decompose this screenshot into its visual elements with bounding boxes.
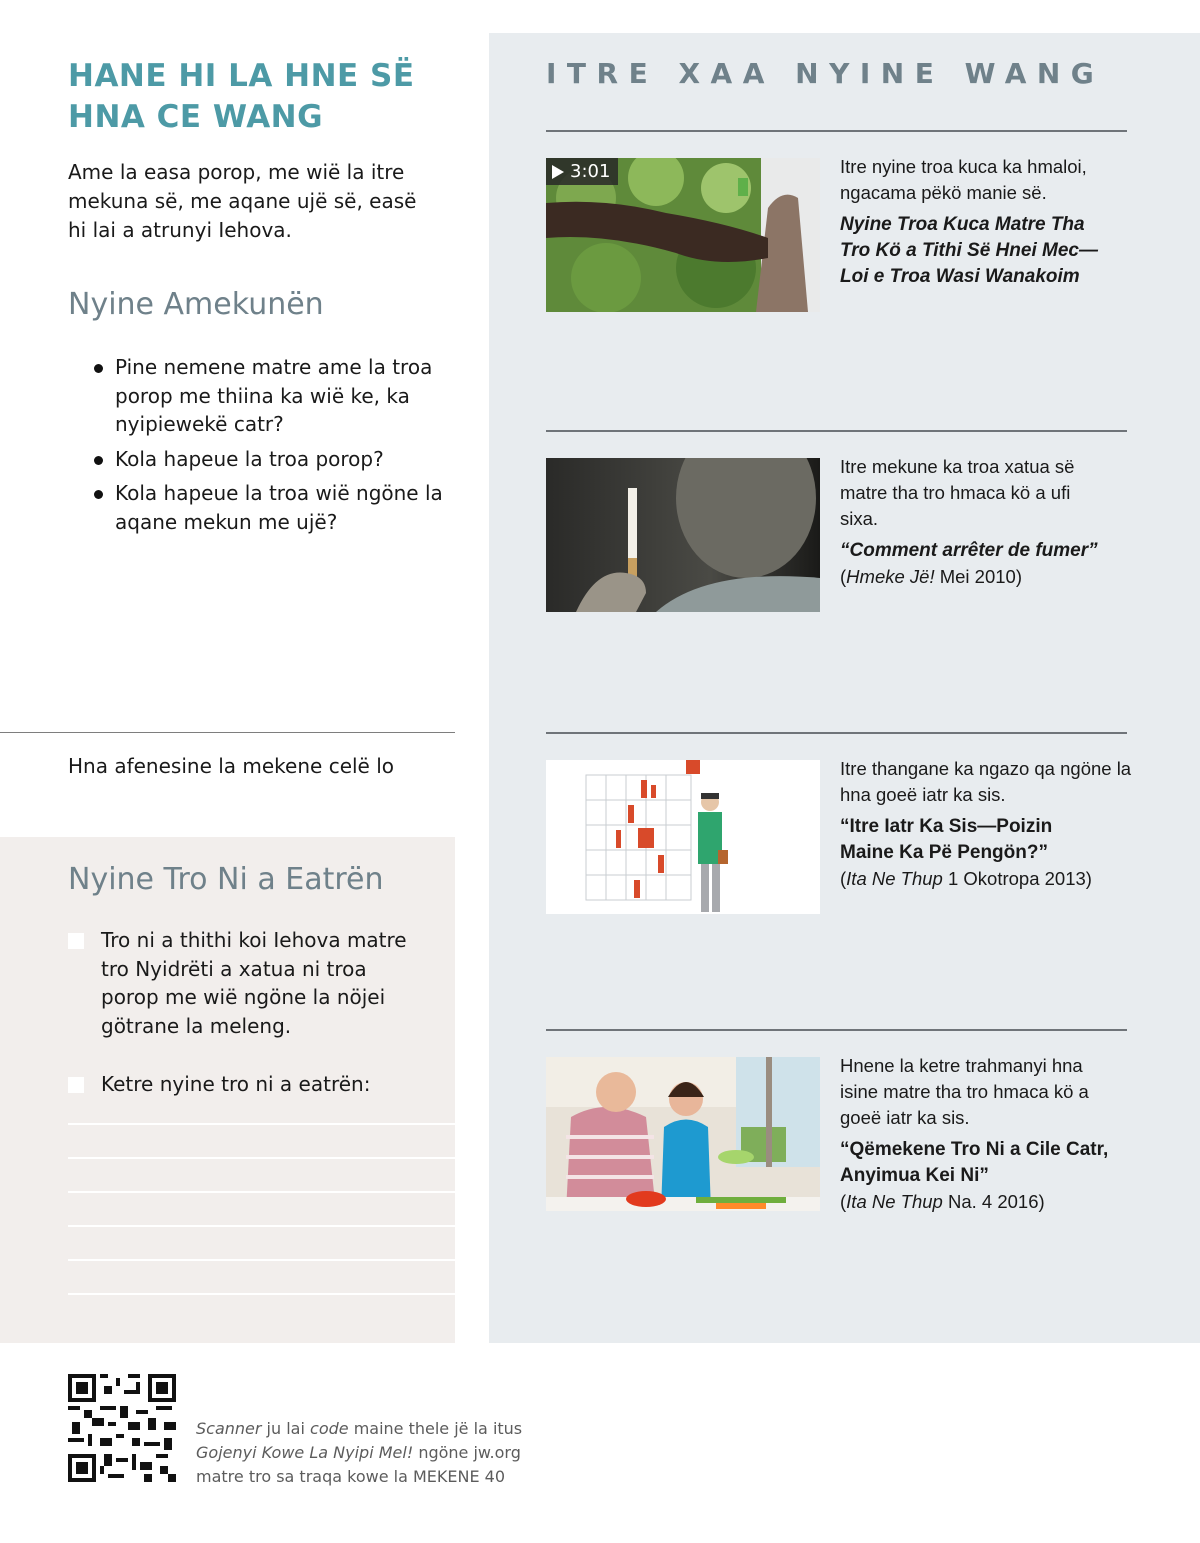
reading-title-link[interactable]: “Qëmekene Tro Ni a Cile Catr, Anyimua Kei Ni” bbox=[840, 1139, 1109, 1186]
write-line[interactable] bbox=[68, 1225, 455, 1227]
review-question: Pine nemene matre ame la troa porop me thiina ka wië ke, ka nyipiewekë catr? bbox=[92, 353, 452, 439]
review-question: Kola hapeue la troa porop? bbox=[92, 445, 452, 474]
write-line[interactable] bbox=[68, 1157, 455, 1159]
cigarette-photo bbox=[546, 458, 820, 612]
goals-heading: Nyine Tro Ni a Eatrën bbox=[68, 862, 384, 897]
reading-item: Itre thangane ka ngazo qa ngöne la hna goeë iatr ka sis. “Itre Iatr Ka Sis—Poizin Maine Ka Pë Pengön?” (Ita Ne Thup 1 Okotropa 2013) bbox=[840, 756, 1140, 892]
library-illustration bbox=[546, 760, 820, 914]
item-divider bbox=[546, 430, 1127, 432]
goal-item: Tro ni a thithi koi Iehova matre tro Nyidrëti a xatua ni troa porop me wië ngöne la nöjei götrane la meleng. bbox=[68, 926, 428, 1040]
video-duration-badge: 3:01 bbox=[546, 158, 618, 185]
reading-source: (Hmeke Jë! Mei 2010) bbox=[840, 566, 1022, 587]
checkbox[interactable] bbox=[68, 1077, 84, 1093]
review-question: Kola hapeue la troa wië ngöne la aqane mekun me ujë? bbox=[92, 479, 452, 536]
reading-title-link[interactable]: Nyine Troa Kuca Matre Tha Tro Kö a Tithi Së Hnei Mec—Loi e Troa Wasi Wanakoim bbox=[840, 214, 1098, 287]
kitchen-couple-photo bbox=[546, 1057, 820, 1211]
item-divider bbox=[546, 130, 1127, 132]
bullet-icon bbox=[94, 456, 103, 465]
review-questions bbox=[92, 353, 452, 542]
footer-instructions: Scanner ju lai code maine thele jë la itus Gojenyi Kowe La Nyipi Mel! ngöne jw.org matre tro sa traqa kowe la MEKENE 40 bbox=[196, 1419, 523, 1486]
reading-title-link[interactable]: “Comment arrêter de fumer” bbox=[840, 540, 1098, 561]
handwashing-video-thumbnail[interactable] bbox=[546, 158, 820, 312]
reading-source: (Ita Ne Thup Na. 4 2016) bbox=[840, 1191, 1045, 1212]
write-line[interactable] bbox=[68, 1293, 455, 1295]
reading-item: Hnene la ketre trahmanyi hna isine matre tha tro hmaca kö a goeë iatr ka sis. “Qëmekene Tro Ni a Cile Catr, Anyimua Kei Ni” (Ita Ne Thup Na. 4 2016) bbox=[840, 1053, 1140, 1215]
reading-title-link[interactable]: “Itre Iatr Ka Sis—Poizin Maine Ka Pë Pengön?” bbox=[840, 816, 1053, 863]
write-line[interactable] bbox=[68, 1191, 455, 1193]
item-divider bbox=[546, 1029, 1127, 1031]
bullet-icon bbox=[94, 364, 103, 373]
checkbox[interactable] bbox=[68, 933, 84, 949]
reading-item: Itre mekune ka troa xatua së matre tha tro hmaca kö a ufi sixa. “Comment arrêter de fumer” (Hmeke Jë! Mei 2010) bbox=[840, 454, 1140, 590]
intro-text: Ame la easa porop, me wië la itre mekuna së, me aqane ujë së, easë hi lai a atrunyi Iehova. bbox=[68, 160, 417, 242]
page-title: HANE HI LA HNE SË HNA CE WANG bbox=[68, 58, 415, 135]
qr-code[interactable] bbox=[68, 1374, 176, 1482]
item-divider bbox=[546, 732, 1127, 734]
further-reading-title: ITRE XAA NYINE WANG bbox=[546, 57, 1105, 90]
section-divider bbox=[0, 732, 455, 733]
summary-text: Hna afenesine la mekene celë lo bbox=[68, 754, 395, 778]
review-heading: Nyine Amekunën bbox=[68, 287, 324, 322]
bullet-icon bbox=[94, 490, 103, 499]
goal-item: Ketre nyine tro ni a eatrën: bbox=[68, 1070, 428, 1099]
write-line[interactable] bbox=[68, 1259, 455, 1261]
play-icon bbox=[552, 165, 564, 179]
write-line[interactable] bbox=[68, 1123, 455, 1125]
reading-source: (Ita Ne Thup 1 Okotropa 2013) bbox=[840, 868, 1092, 889]
reading-item: Itre nyine troa kuca ka hmaloi, ngacama pëkö manie së. Nyine Troa Kuca Matre Tha Tro Kö a Tithi Së Hnei Mec—Loi e Troa Wasi Wanakoim bbox=[840, 154, 1140, 290]
